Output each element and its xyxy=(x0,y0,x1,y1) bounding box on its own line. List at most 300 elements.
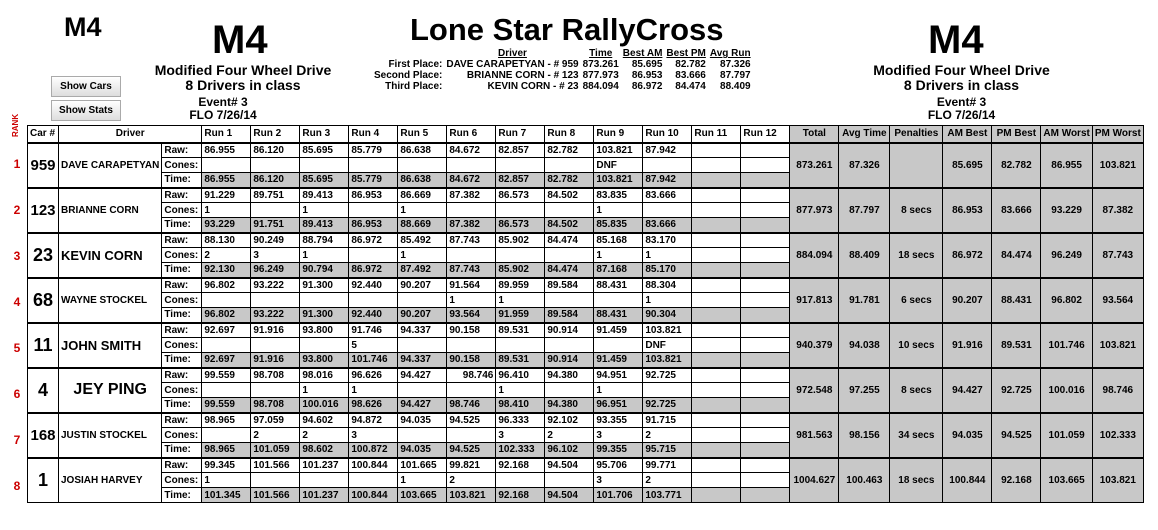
stat-total: 877.973 xyxy=(790,188,839,233)
driver-name[interactable]: KEVIN CORN xyxy=(59,233,162,278)
run-raw-cell: 93.222 xyxy=(251,278,300,293)
col-header-pm-best: PM Best xyxy=(992,126,1041,143)
row-label-raw: Raw: xyxy=(162,413,202,428)
table-row xyxy=(28,233,1144,248)
run-cones-cell xyxy=(447,383,496,398)
car-number: 1 xyxy=(28,458,59,503)
run-raw-cell: 85.902 xyxy=(496,233,545,248)
stat-avg: 100.463 xyxy=(839,458,890,503)
run-cones-cell xyxy=(741,383,790,398)
run-cones-cell xyxy=(398,293,447,308)
run-cones-cell xyxy=(447,203,496,218)
run-cones-cell: 1 xyxy=(643,293,692,308)
stat-am-best: 90.207 xyxy=(943,278,992,323)
run-time-cell: 94.504 xyxy=(545,488,594,503)
table-row xyxy=(28,323,1144,338)
stat-pen xyxy=(890,143,943,188)
col-header-run: Run 4 xyxy=(349,126,398,143)
run-raw-cell xyxy=(692,323,741,338)
event-date-left: FLO 7/26/14 xyxy=(189,108,257,122)
run-raw-cell: 97.059 xyxy=(251,413,300,428)
run-raw-cell: 98.016 xyxy=(300,368,349,383)
run-cones-cell: 1 xyxy=(594,248,643,263)
run-raw-cell: 91.564 xyxy=(447,278,496,293)
stat-pm-worst: 93.564 xyxy=(1092,278,1143,323)
col-header-run: Run 7 xyxy=(496,126,545,143)
run-cones-cell xyxy=(692,338,741,353)
stat-pen: 18 secs xyxy=(890,233,943,278)
run-cones-cell xyxy=(447,338,496,353)
run-time-cell: 93.800 xyxy=(300,353,349,368)
stat-pm-best: 88.431 xyxy=(992,278,1041,323)
event-num-right: Event# 3 xyxy=(936,95,987,109)
run-cones-cell xyxy=(398,383,447,398)
table-row xyxy=(28,368,1144,383)
rank-number: 6 xyxy=(13,387,21,401)
run-cones-cell: 2 xyxy=(643,428,692,443)
col-header-pm-worst: PM Worst xyxy=(1092,126,1143,143)
run-raw-cell: 90.914 xyxy=(545,323,594,338)
run-time-cell: 96.802 xyxy=(202,308,251,323)
run-cones-cell xyxy=(741,203,790,218)
run-raw-cell xyxy=(741,323,790,338)
stat-am-best: 94.427 xyxy=(943,368,992,413)
run-raw-cell: 98.746 xyxy=(447,368,496,383)
run-time-cell xyxy=(741,488,790,503)
run-time-cell: 91.959 xyxy=(496,308,545,323)
run-raw-cell: 91.459 xyxy=(594,323,643,338)
stat-pen: 8 secs xyxy=(890,368,943,413)
run-cones-cell: 2 xyxy=(300,428,349,443)
run-raw-cell xyxy=(741,458,790,473)
run-cones-cell xyxy=(300,158,349,173)
class-label-center: M4 xyxy=(212,18,268,62)
run-cones-cell: 1 xyxy=(594,383,643,398)
run-raw-cell: 100.844 xyxy=(349,458,398,473)
run-time-cell: 93.564 xyxy=(447,308,496,323)
run-cones-cell: 1 xyxy=(398,203,447,218)
stat-pen: 6 secs xyxy=(890,278,943,323)
results-table xyxy=(27,125,1144,503)
run-raw-cell: 90.158 xyxy=(447,323,496,338)
run-time-cell: 94.525 xyxy=(447,443,496,458)
podium-row: Third Place: KEVIN CORN - # 23 884.094 86.972 84.474 88.409 xyxy=(385,81,751,92)
run-raw-cell: 89.959 xyxy=(496,278,545,293)
run-cones-cell xyxy=(202,383,251,398)
run-raw-cell: 83.666 xyxy=(643,188,692,203)
run-time-cell: 92.130 xyxy=(202,263,251,278)
run-time-cell: 86.953 xyxy=(349,218,398,233)
run-time-cell: 85.779 xyxy=(349,173,398,188)
run-raw-cell: 87.382 xyxy=(447,188,496,203)
run-time-cell: 82.857 xyxy=(496,173,545,188)
stat-pm-worst: 103.821 xyxy=(1092,458,1143,503)
run-cones-cell xyxy=(202,338,251,353)
stat-pm-best: 92.168 xyxy=(992,458,1041,503)
podium-header-avg-run: Avg Run xyxy=(709,48,751,59)
run-cones-cell xyxy=(545,248,594,263)
row-label-cones: Cones: xyxy=(162,203,202,218)
stat-total: 917.813 xyxy=(790,278,839,323)
run-cones-cell: DNF xyxy=(594,158,643,173)
rank-number: 7 xyxy=(13,433,21,447)
event-date-right: FLO 7/26/14 xyxy=(927,108,996,122)
run-raw-cell: 96.410 xyxy=(496,368,545,383)
run-time-cell: 84.672 xyxy=(447,173,496,188)
col-header-run: Run 10 xyxy=(643,126,692,143)
run-time-cell: 84.502 xyxy=(545,218,594,233)
row-label-raw: Raw: xyxy=(162,233,202,248)
run-cones-cell: 1 xyxy=(300,203,349,218)
run-cones-cell xyxy=(300,473,349,488)
driver-name[interactable]: WAYNE STOCKEL xyxy=(59,278,162,323)
run-cones-cell xyxy=(545,293,594,308)
stat-am-best: 91.916 xyxy=(943,323,992,368)
row-label-raw: Raw: xyxy=(162,368,202,383)
stat-am-best: 100.844 xyxy=(943,458,992,503)
stat-total: 981.563 xyxy=(790,413,839,458)
event-title: Lone Star RallyCross xyxy=(410,12,724,47)
row-label-cones: Cones: xyxy=(162,383,202,398)
stat-pm-worst: 102.333 xyxy=(1092,413,1143,458)
run-raw-cell: 90.207 xyxy=(398,278,447,293)
row-label-time: Time: xyxy=(162,218,202,233)
run-cones-cell xyxy=(545,383,594,398)
run-raw-cell: 95.706 xyxy=(594,458,643,473)
stat-pm-best: 82.782 xyxy=(992,143,1041,188)
run-raw-cell: 83.170 xyxy=(643,233,692,248)
row-label-raw: Raw: xyxy=(162,278,202,293)
row-label-raw: Raw: xyxy=(162,188,202,203)
run-raw-cell: 85.779 xyxy=(349,143,398,158)
run-time-cell: 89.584 xyxy=(545,308,594,323)
run-time-cell: 102.333 xyxy=(496,443,545,458)
podium-header-time: Time xyxy=(589,48,613,59)
run-time-cell: 82.782 xyxy=(545,173,594,188)
run-time-cell: 90.207 xyxy=(398,308,447,323)
col-header-run: Run 11 xyxy=(692,126,741,143)
rank-number: 1 xyxy=(13,157,21,171)
run-raw-cell: 91.300 xyxy=(300,278,349,293)
run-cones-cell xyxy=(692,383,741,398)
run-time-cell xyxy=(741,398,790,413)
run-raw-cell: 94.872 xyxy=(349,413,398,428)
run-time-cell: 96.249 xyxy=(251,263,300,278)
run-raw-cell: 88.304 xyxy=(643,278,692,293)
run-time-cell: 100.016 xyxy=(300,398,349,413)
stat-pm-worst: 87.743 xyxy=(1092,233,1143,278)
stat-pm-worst: 87.382 xyxy=(1092,188,1143,233)
run-time-cell: 94.427 xyxy=(398,398,447,413)
run-time-cell xyxy=(692,173,741,188)
stat-am-worst: 96.249 xyxy=(1041,233,1092,278)
stat-pm-best: 92.725 xyxy=(992,368,1041,413)
run-cones-cell xyxy=(447,428,496,443)
run-raw-cell: 89.584 xyxy=(545,278,594,293)
run-cones-cell xyxy=(202,158,251,173)
row-label-time: Time: xyxy=(162,488,202,503)
run-raw-cell: 85.168 xyxy=(594,233,643,248)
run-time-cell: 87.168 xyxy=(594,263,643,278)
run-cones-cell: DNF xyxy=(643,338,692,353)
run-cones-cell: 1 xyxy=(398,473,447,488)
run-time-cell: 92.440 xyxy=(349,308,398,323)
run-cones-cell xyxy=(349,248,398,263)
run-time-cell: 91.300 xyxy=(300,308,349,323)
car-number: 959 xyxy=(28,143,59,188)
run-cones-cell xyxy=(202,293,251,308)
stat-pm-best: 83.666 xyxy=(992,188,1041,233)
run-cones-cell xyxy=(741,248,790,263)
run-time-cell: 90.914 xyxy=(545,353,594,368)
run-cones-cell: 1 xyxy=(202,203,251,218)
run-raw-cell: 101.237 xyxy=(300,458,349,473)
run-time-cell xyxy=(741,218,790,233)
run-cones-cell xyxy=(594,338,643,353)
run-raw-cell: 96.802 xyxy=(202,278,251,293)
row-label-cones: Cones: xyxy=(162,293,202,308)
row-label-time: Time: xyxy=(162,443,202,458)
run-raw-cell: 91.746 xyxy=(349,323,398,338)
run-raw-cell: 89.413 xyxy=(300,188,349,203)
run-cones-cell xyxy=(496,248,545,263)
run-cones-cell xyxy=(251,293,300,308)
run-time-cell: 96.951 xyxy=(594,398,643,413)
run-cones-cell xyxy=(300,293,349,308)
run-cones-cell: 3 xyxy=(594,428,643,443)
run-raw-cell: 86.638 xyxy=(398,143,447,158)
run-time-cell: 98.410 xyxy=(496,398,545,413)
run-cones-cell xyxy=(741,158,790,173)
run-time-cell: 85.902 xyxy=(496,263,545,278)
stat-am-worst: 93.229 xyxy=(1041,188,1092,233)
stat-pm-worst: 103.821 xyxy=(1092,143,1143,188)
row-label-time: Time: xyxy=(162,263,202,278)
run-raw-cell: 92.697 xyxy=(202,323,251,338)
stat-avg: 98.156 xyxy=(839,413,890,458)
stat-am-best: 86.953 xyxy=(943,188,992,233)
run-raw-cell: 92.440 xyxy=(349,278,398,293)
run-time-cell: 100.872 xyxy=(349,443,398,458)
run-cones-cell xyxy=(398,158,447,173)
run-cones-cell xyxy=(251,473,300,488)
run-raw-cell: 93.800 xyxy=(300,323,349,338)
stat-total: 884.094 xyxy=(790,233,839,278)
run-cones-cell: 1 xyxy=(349,383,398,398)
run-cones-cell: 1 xyxy=(398,248,447,263)
run-raw-cell xyxy=(692,278,741,293)
run-cones-cell: 3 xyxy=(594,473,643,488)
run-raw-cell: 84.474 xyxy=(545,233,594,248)
driver-name[interactable]: JUSTIN STOCKEL xyxy=(59,413,162,458)
row-label-cones: Cones: xyxy=(162,428,202,443)
rank-number: 3 xyxy=(13,249,21,263)
run-raw-cell xyxy=(692,233,741,248)
run-time-cell xyxy=(692,443,741,458)
run-time-cell: 87.743 xyxy=(447,263,496,278)
run-raw-cell: 96.333 xyxy=(496,413,545,428)
run-cones-cell xyxy=(692,428,741,443)
run-raw-cell: 94.602 xyxy=(300,413,349,428)
run-time-cell: 100.844 xyxy=(349,488,398,503)
run-raw-cell: 86.955 xyxy=(202,143,251,158)
run-time-cell: 101.746 xyxy=(349,353,398,368)
car-number: 23 xyxy=(28,233,59,278)
stat-am-worst: 101.746 xyxy=(1041,323,1092,368)
run-time-cell: 87.492 xyxy=(398,263,447,278)
run-cones-cell: 1 xyxy=(202,473,251,488)
run-time-cell: 98.626 xyxy=(349,398,398,413)
run-cones-cell xyxy=(349,203,398,218)
run-raw-cell: 91.229 xyxy=(202,188,251,203)
run-cones-cell xyxy=(692,248,741,263)
run-cones-cell xyxy=(447,248,496,263)
run-time-cell: 86.955 xyxy=(202,173,251,188)
run-cones-cell xyxy=(447,158,496,173)
run-raw-cell: 86.972 xyxy=(349,233,398,248)
stat-pen: 18 secs xyxy=(890,458,943,503)
run-raw-cell: 86.573 xyxy=(496,188,545,203)
run-time-cell xyxy=(692,353,741,368)
podium-table xyxy=(372,48,753,92)
event-num-left: Event# 3 xyxy=(198,95,248,109)
table-row xyxy=(28,413,1144,428)
row-label-time: Time: xyxy=(162,353,202,368)
run-cones-cell xyxy=(349,158,398,173)
run-cones-cell: 1 xyxy=(300,383,349,398)
stat-pm-worst: 98.746 xyxy=(1092,368,1143,413)
run-time-cell: 88.431 xyxy=(594,308,643,323)
run-raw-cell: 94.525 xyxy=(447,413,496,428)
driver-name[interactable]: JOHN SMITH xyxy=(59,323,162,368)
run-time-cell: 98.965 xyxy=(202,443,251,458)
run-time-cell: 94.380 xyxy=(545,398,594,413)
car-number: 4 xyxy=(28,368,59,413)
show-cars-button[interactable]: Show Cars xyxy=(51,76,121,97)
run-raw-cell: 103.821 xyxy=(643,323,692,338)
run-cones-cell: 1 xyxy=(496,383,545,398)
run-raw-cell: 83.835 xyxy=(594,188,643,203)
run-time-cell: 86.972 xyxy=(349,263,398,278)
col-header-run: Run 5 xyxy=(398,126,447,143)
class-label-left: M4 xyxy=(64,12,102,42)
run-time-cell: 84.474 xyxy=(545,263,594,278)
run-time-cell: 85.695 xyxy=(300,173,349,188)
run-raw-cell xyxy=(692,458,741,473)
driver-name[interactable]: DAVE CARAPETYAN xyxy=(59,143,162,188)
driver-name[interactable]: JEY PING xyxy=(59,368,162,413)
run-raw-cell: 92.102 xyxy=(545,413,594,428)
run-cones-cell xyxy=(643,383,692,398)
run-cones-cell xyxy=(496,473,545,488)
run-raw-cell xyxy=(741,413,790,428)
stat-am-worst: 103.665 xyxy=(1041,458,1092,503)
run-raw-cell: 101.665 xyxy=(398,458,447,473)
run-raw-cell: 88.431 xyxy=(594,278,643,293)
run-time-cell: 90.158 xyxy=(447,353,496,368)
run-cones-cell xyxy=(643,203,692,218)
run-raw-cell xyxy=(741,233,790,248)
run-raw-cell: 86.669 xyxy=(398,188,447,203)
run-time-cell: 94.337 xyxy=(398,353,447,368)
podium-header-best-pm: Best PM xyxy=(666,48,706,59)
run-time-cell xyxy=(692,263,741,278)
run-cones-cell xyxy=(251,158,300,173)
driver-name[interactable]: JOSIAH HARVEY xyxy=(59,458,162,503)
run-time-cell: 83.666 xyxy=(643,218,692,233)
col-header-run: Run 8 xyxy=(545,126,594,143)
run-cones-cell xyxy=(692,158,741,173)
run-time-cell: 91.916 xyxy=(251,353,300,368)
run-time-cell xyxy=(741,353,790,368)
run-time-cell xyxy=(741,443,790,458)
run-cones-cell: 3 xyxy=(496,428,545,443)
run-raw-cell: 89.751 xyxy=(251,188,300,203)
run-raw-cell: 88.794 xyxy=(300,233,349,248)
stat-am-worst: 101.059 xyxy=(1041,413,1092,458)
col-header-total: Total xyxy=(790,126,839,143)
run-time-cell: 91.459 xyxy=(594,353,643,368)
row-label-time: Time: xyxy=(162,308,202,323)
run-raw-cell: 99.559 xyxy=(202,368,251,383)
podium-row: First Place: DAVE CARAPETYAN - # 959 873.261 85.695 82.782 87.326 xyxy=(388,59,751,70)
driver-name[interactable]: BRIANNE CORN xyxy=(59,188,162,233)
run-raw-cell xyxy=(692,143,741,158)
col-header-car: Car # xyxy=(28,126,59,143)
row-label-raw: Raw: xyxy=(162,323,202,338)
run-time-cell: 98.746 xyxy=(447,398,496,413)
run-raw-cell xyxy=(741,368,790,383)
stat-avg: 94.038 xyxy=(839,323,890,368)
run-cones-cell xyxy=(741,338,790,353)
stat-total: 940.379 xyxy=(790,323,839,368)
show-stats-button[interactable]: Show Stats xyxy=(51,100,121,121)
stat-pm-best: 89.531 xyxy=(992,323,1041,368)
run-time-cell: 92.697 xyxy=(202,353,251,368)
stat-avg: 87.326 xyxy=(839,143,890,188)
run-time-cell: 87.942 xyxy=(643,173,692,188)
run-raw-cell: 93.355 xyxy=(594,413,643,428)
run-raw-cell: 92.168 xyxy=(496,458,545,473)
stat-am-worst: 86.955 xyxy=(1041,143,1092,188)
run-cones-cell xyxy=(692,203,741,218)
run-raw-cell xyxy=(692,188,741,203)
run-cones-cell xyxy=(398,428,447,443)
run-time-cell: 101.706 xyxy=(594,488,643,503)
run-cones-cell xyxy=(545,158,594,173)
run-cones-cell xyxy=(741,293,790,308)
run-cones-cell xyxy=(251,383,300,398)
stat-am-worst: 100.016 xyxy=(1041,368,1092,413)
drivers-count-right: 8 Drivers in class xyxy=(903,77,1020,93)
run-time-cell: 85.835 xyxy=(594,218,643,233)
run-raw-cell: 91.916 xyxy=(251,323,300,338)
run-time-cell: 101.237 xyxy=(300,488,349,503)
run-raw-cell: 98.965 xyxy=(202,413,251,428)
stat-pm-best: 94.525 xyxy=(992,413,1041,458)
run-cones-cell xyxy=(545,203,594,218)
stat-total: 873.261 xyxy=(790,143,839,188)
run-raw-cell: 87.743 xyxy=(447,233,496,248)
run-raw-cell: 99.771 xyxy=(643,458,692,473)
run-cones-cell: 1 xyxy=(300,248,349,263)
stat-avg: 87.797 xyxy=(839,188,890,233)
run-cones-cell xyxy=(251,338,300,353)
run-cones-cell xyxy=(496,203,545,218)
run-cones-cell: 2 xyxy=(202,248,251,263)
run-time-cell xyxy=(741,308,790,323)
podium-header-best-am: Best AM xyxy=(622,48,663,59)
